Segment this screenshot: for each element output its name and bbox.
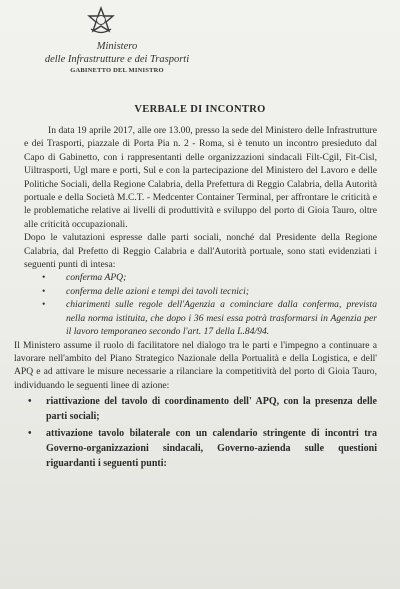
agreement-points-list — [24, 271, 377, 338]
ministry-header — [22, 40, 212, 76]
paragraph-ministry-role: Il Ministero assume il ruolo di facilitatore nel dialogo tra le parti e l'impegno a continuare a lavorare nell'ambito del Piano Strategico Nazionale della Portualità e della Logistica, e dell' APQ e ad attivare le misure necessarie a rilanciare la competitività del porto di Gioia Tauro, individuando le seguenti linee di azione: — [14, 339, 377, 391]
list-item: • chiarimenti sulle regole dell'Agenzia a cominciare dalla conferma, prevista nella norma istituita, che dopo i 36 mesi essa potrà trasformarsi in Agenzia per il lavoro temporaneo secondo l'art. 17 della L.84/94. — [24, 298, 377, 338]
paragraph-evaluations: Dopo le valutazioni espresse dalle parti sociali, nonché dal Presidente della Regione Calabria, dal Prefetto di Reggio Calabria e dall'Autorità portuale, sono stati evidenziati i seguenti punti di intesa: — [24, 232, 377, 271]
document-title: VERBALE DI INCONTRO — [134, 104, 266, 115]
republic-emblem-icon — [86, 6, 116, 36]
cabinet-label: GABINETTO DEL MINISTRO — [70, 67, 164, 74]
action-lines-list — [22, 394, 377, 471]
list-item: • riattivazione del tavolo di coordinamento dell' APQ, con la presenza delle parti sociali; — [22, 394, 377, 424]
list-item: • attivazione tavolo bilaterale con un calendario stringente di incontri tra Governo-organizzazioni sindacali, Governo-azienda sulle questioni riguardanti i seguenti punti: — [22, 426, 377, 471]
ministry-department: delle Infrastrutture e dei Trasporti — [44, 54, 190, 65]
list-item: • conferma delle azioni e tempi dei tavoli tecnici; — [24, 285, 377, 298]
ministry-name: Ministero — [96, 41, 138, 52]
paragraph-meeting: In data 19 aprile 2017, alle ore 13.00, presso la sede del Ministero delle Infrastrutture e dei Trasporti, piazzale di Porta Pia n. 2 - Roma, si è tenuto un incontro presieduto dal Capo di Gabinetto, con i rappresentanti delle organizzazioni sindacali Filt-Cgil, Fit-Cisl, Uiltrasporti, Ugl mare e porti, Sul e con la partecipazione del Ministero del Lavoro e delle Politiche Sociali, della Regione Calabria, della Prefettura di Reggio Calabria, della Autorità portuale e della Società M.C.T. - Medcenter Container Terminal, per affrontare le criticità e le problematiche relative ai livelli di produttività e sviluppo del porto di Gioia Tauro, oltre alle criticità occupazionali. — [24, 125, 377, 230]
list-item: • conferma APQ; — [24, 271, 377, 284]
document-body — [14, 124, 377, 471]
